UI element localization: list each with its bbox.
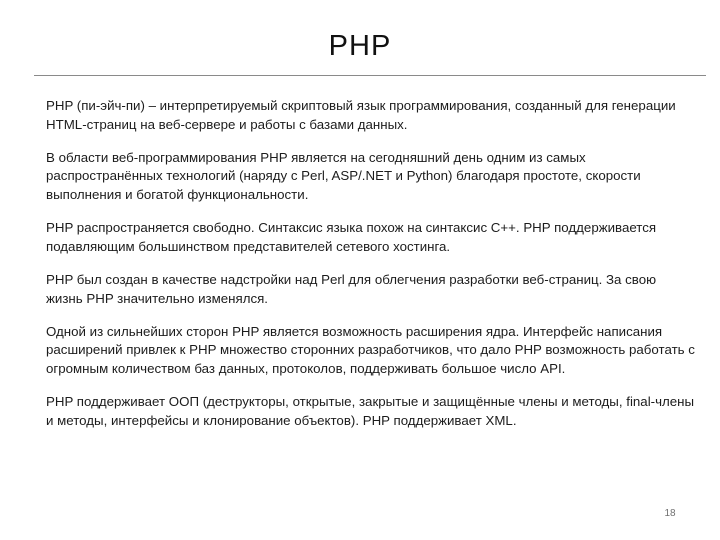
page-number: 18 xyxy=(664,508,676,519)
paragraph-history: PHP был создан в качестве надстройки над Perl для облегчения разработки веб-страниц. За свою жизнь PHP значительно изменялся. xyxy=(46,271,657,306)
slide-body xyxy=(46,97,696,445)
paragraph-license: PHP распространяется свободно. Синтаксис языка похож на синтаксис C++. PHP поддерживается подавляющим большинством представителей сетевого хостинга. xyxy=(46,220,657,254)
paragraph-extensions: Одной из сильнейших сторон PHP является возможность расширения ядра. Интерфейс написания расширений привлек к PHP множество сторонних разработчиков, что дало PHP возможность работать с огромным количеством баз данных, протоколов, поддерживать большое число API. xyxy=(46,323,695,376)
paragraph-definition: PHP (пи-эйч-пи) – интерпретируемый скриптовый язык программирования, созданный для генерации HTML-страниц на веб-сервере и работы с базами данных. xyxy=(46,98,676,132)
paragraph-popularity: В области веб-программирования PHP является на сегодняшний день одним из самых распространённых технологий (наряду с Perl, ASP/.NET и Python) благодаря простоте, скорости выполнения и богатой функциональности. xyxy=(46,149,641,202)
slide-title: PHP xyxy=(328,30,392,62)
paragraph-oop: PHP поддерживает ООП (деструкторы, открытые, закрытые и защищённые члены и методы, final-члены и методы, интерфейсы и клонирование объектов). PHP поддерживает XML. xyxy=(46,394,695,428)
title-divider xyxy=(34,75,706,76)
